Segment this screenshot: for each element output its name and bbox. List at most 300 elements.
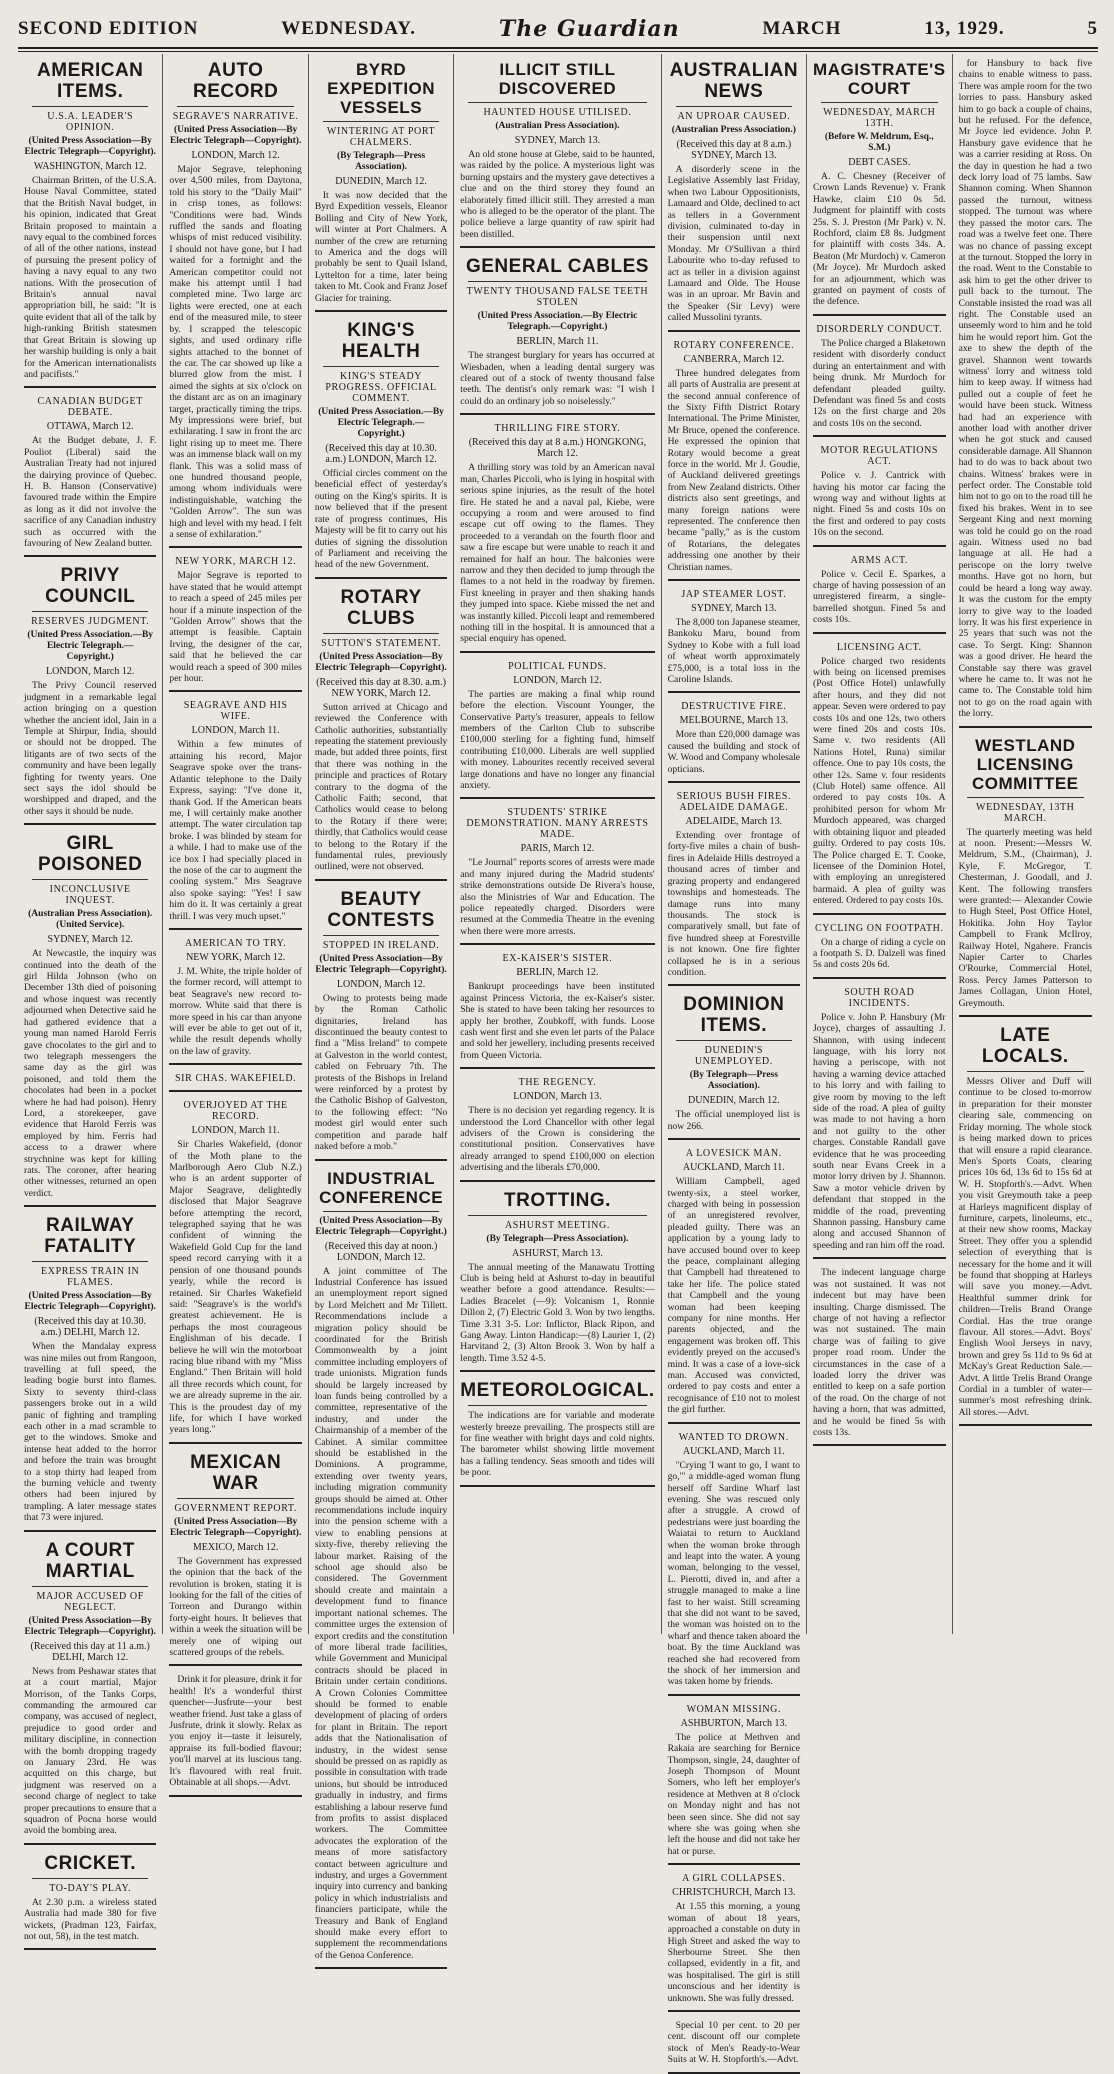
article-dateline: WASHINGTON, March 12. — [33, 161, 147, 172]
article-headline: METEOROLOGICAL. — [460, 1380, 655, 1402]
article-body: A disorderly scene in the Legislative Assembly last Friday, when two Labour Oppositionists, Lamaard and Olde, declined to act as tellers in a Government division, culminated to-day in their suspension until next Monday. Mr O'Sullivan a third Labourite who to-day refused to act as teller in a division against Lamaard and Olde. The House was in an uproar. Mr Bavin and the Speaker (Sir Levy) were called Mussolini tyrants. — [667, 164, 801, 324]
article-body: The quarterly meeting was held at noon. Present:—Messrs W. Meldrum, S.M., (Chairman), J. Kyle, F. McGregor, T. Chesterman, J. Goodall, and J. Kent. The following transfers were granted:— Alexander Cowie to Hugh Steel, Post Office Hotel, Hokitika. John Hoy Taylor Campbell to Frank McIlroy, Railway Hotel, Ngahere. Francis Napier Carter to Charles O'Rourke, Commercial Hotel, Ross. Percy James Patterson to James Collagan, Union Hotel, Greymouth. — [958, 826, 1092, 1009]
article-separator — [668, 330, 800, 332]
article-subhead: CYCLING ON FOOTPATH. — [815, 922, 944, 934]
article-headline: LATE LOCALS. — [981, 1025, 1069, 1068]
article-headline: AMERICAN ITEMS. — [37, 60, 144, 102]
headline-rule — [32, 1261, 148, 1262]
article-separator — [668, 2010, 800, 2012]
article — [169, 938, 301, 1065]
article-subhead: TWENTY THOUSAND FALSE TEETH STOLEN — [466, 286, 649, 309]
article — [169, 60, 301, 548]
article — [460, 423, 654, 653]
article-separator — [24, 823, 156, 825]
article-dateline: LONDON, March 11. — [191, 1125, 280, 1137]
article-body: A joint committee of The Industrial Conference has issued an unemployment report signed by Lord Melchett and Mr Tillett. Recommendations include a migration policy should be coordinated for the British Commonwealth by a joint committee including employers of trade unionists. Migration funds should be largely increased by loan funds being controlled by a committee, representative of the industry, and under the Chairmanship of a member of the Cabinet. A similar committee should be established in the Dominions. A programme, extending over twenty years, including migration community groups should be aimed at. Other recommendations include inquiry into the pension scheme with a view to enabling pensions at sixty-five, thereby relieving the labour market. Raising of the school age should also be considered. The Government should create and maintain a development fund to finance important national schemes. The committee urges the extension of export credits and the constitution of more liberal trade facilities, while Government and Municipal contracts should be placed in Britain under certain conditions. A Crown Colonies Committee should be formed to enable development of placing of orders for plant in Britain. The report adds that the Nationalisation of industry, in the widest sense should be pressed on as rapidly as possible in consultation with trade unions, but should be introduced gradually in industry, and firms establishing a labour reserve fund from profits to assist displaced workers. The Committee advocates the exploration of the means of more satisfactory contact between agriculture and industry, and urges a Government inquiry into currency and banking policy in which industrialists and financiers participate, while the Treasury and Bank of England should make every effort to supplement the recommendations of the Genoa Conference. — [314, 1265, 448, 1961]
article-credit: (United Press Association—By Electric Telegraph—Copyright). — [169, 125, 302, 146]
article-subhead: DESTRUCTIVE FIRE. — [681, 701, 787, 713]
article-body: Special 10 per cent. to 20 per cent. discount off our complete stock of Men's Ready-to-Wear Suits at W. H. Stopforth's.—Advt. — [667, 2019, 801, 2066]
article — [813, 555, 946, 634]
article — [813, 1267, 946, 1446]
article-dateline: LONDON, March 13. — [513, 1091, 602, 1103]
headline-rule — [323, 1211, 439, 1212]
article-separator — [315, 879, 447, 881]
headline-rule — [32, 611, 148, 612]
article-subhead: WEDNESDAY, 13TH MARCH. — [976, 801, 1075, 824]
article-body: Three hundred delegates from all parts of Australia are present at the second annual conference of the Sixty Fifth District Rotary International. The Prime Minister, Mr Bruce, opened the conference. He expressed the opinion that Rotary would become a great force in the world. Mr J. Goudie, of Auckland delivered greetings from New Zealand districts. Other districts also sent greetings, and many foreign nations were represented. The conference then became "pally," as is the custom of Rotarians, the delegates addressing one another by their Christian names. — [667, 367, 801, 573]
article — [315, 889, 447, 1161]
article-body: At Newcastle, the inquiry was continued into the death of the girl Hilda Johnson (who on December 13th died of poisoning and whose inquest was recently adjourned when Detective said he had gathered evidence that a young man named Harold Ferris gave chocolates to the girl and to two telegraph messengers the same day as the girl was poisoned, and told them the chocolates had been in a pocket where he had had poison). Henry Lord, a storekeeper, gave evidence that Harold Ferris was employed by him. Ferris had access to a drawer where strychnine was kept for killing rats. The coroner, after hearing other witnesses, returned an open verdict. — [24, 948, 157, 1199]
article-credit: (United Press Association.—By Electric Telegraph.—Copyright.) — [27, 630, 154, 663]
article — [24, 1853, 156, 1951]
article-dateline: (Received this day at 10.30. a.m.) LONDON, March 12. — [325, 443, 437, 466]
article-body: Police v. John P. Hansbury (Mr Joyce), charges of assaulting J. Shannon, with using indecent language, with his lorry not having a periscope, with not having a warning device attached to his lorry and with failing to give room by moving to the left side of the road. A plea of guilty was made to not having a horn and not guilty to the other charges. Constable Randall gave evidence that he was proceeding south near Evans Creek in a motor lorry driven by J. Shannon. Saw a motor vehicle driven by defendant that stopped in the middle of the road, preventing Shannon passing. Hansbury came along and accused Shannon of speeding and ran him off the road. — [813, 1011, 946, 1251]
article-headline: RAILWAY FATALITY — [44, 1215, 137, 1258]
headline-rule — [32, 1878, 148, 1879]
article-credit: (United Press Association—By Electric Telegraph—Copyright). — [315, 651, 447, 673]
article — [169, 1100, 301, 1444]
article — [24, 60, 156, 388]
article-headline: MEXICAN WAR — [190, 1451, 282, 1494]
column-6 — [807, 54, 953, 1634]
headline-rule — [468, 281, 646, 282]
article — [813, 923, 946, 979]
article-credit: (Australian Press Association). (United Service). — [28, 909, 153, 931]
article-subhead: AMERICAN TO TRY. — [184, 937, 287, 949]
article-body: Police v. J. Cantrick with having his motor car facing the wrong way and without lights at night. Fined 5s and costs 10s on the first and ordered to pay costs 10s on the second. — [813, 470, 946, 539]
article-body: At the Budget debate, J. F. Pouliot (Liberal) said the Australian Treaty had not injured the dairying province of Quebec. H. B. Hanson (Conservative) favoured trade within the Empire as long as it did not involve the sacrifice of any Canadian industry such as occurred with the favouring of New Zealand butter. — [24, 435, 157, 549]
article-subhead: MAJOR ACCUSED OF NEGLECT. — [36, 1590, 144, 1613]
article-subhead: POLITICAL FUNDS. — [508, 660, 607, 672]
article-subhead: SIR CHAS. WAKEFIELD. — [175, 1073, 297, 1085]
article-subhead: WEDNESDAY, MARCH 13TH. — [823, 107, 936, 129]
article-separator — [668, 984, 800, 986]
article — [668, 1432, 800, 1696]
article-body: The police at Methven and Rakaia are searching for Bernice Thompson, single, 24, daughter of Joseph Thompson of Mount Somers, who left her employer's residence at Methven at 8 o'clock on Monday night and has not been seen since. She did not say where she was going when she left the house and did not take her hat or purse. — [667, 1731, 801, 1857]
article-subhead: SEGRAVE'S NARRATIVE. — [172, 111, 299, 122]
article-separator — [460, 1067, 654, 1069]
article-headline: DOMINION ITEMS. — [683, 994, 785, 1037]
article-subhead: A GIRL COLLAPSES. — [682, 1873, 786, 1885]
article-subhead: MOTOR REGULATIONS ACT. — [820, 445, 939, 468]
article-separator — [668, 1422, 800, 1424]
article-body: William Campbell, aged twenty-six, a steel worker, charged with being in possession of an unregistered revolver, pleaded guilty. There was an application by a young lady to have accused bound over to keep the peace, complainant alleging that Campbell had threatened to take her life. The police stated that Campbell and the young woman had been keeping company for nine months. Her parents objected, and the engagement was broken off. This evidently preyed on the accused's mind. It was a case of a love-sick man. Accused was convicted, ordered to pay costs and enter a recognisance of £10 not to molest the girl further. — [667, 1176, 801, 1416]
article-separator — [813, 977, 946, 979]
article-dateline: CANBERRA, March 12. — [683, 353, 785, 365]
masthead — [18, 14, 1098, 44]
article-body: The indications are for variable and moderate westerly breeze prevailing. The prospects still are for fine weather with bright days and cold nights. The barometer whilst showing little movement has a falling tendency. Seas smooth and tides will be poor. — [460, 1410, 655, 1479]
headline-rule — [323, 121, 439, 122]
article-dateline: DUNEDIN, March 12. — [688, 1095, 780, 1107]
article-separator — [959, 1424, 1092, 1426]
column-7 — [953, 54, 1098, 1634]
article-separator — [315, 310, 447, 312]
article-separator — [169, 928, 301, 930]
article-separator — [813, 435, 946, 437]
article-separator — [668, 1138, 800, 1140]
article-body: Extending over frontage of forty-five miles a chain of bush-fires in Adelaide Hills destroyed a thousand acres of timber and grazing property and endangered townships and homesteads. The damage runs into many thousands. The stock is comparatively small, but fate of five hundred sheep at Forestville is not known. One fire fighter collapsed he is in a serious condition. — [667, 830, 801, 978]
article-separator — [668, 691, 800, 693]
article-subhead: AN UPROAR CAUSED. — [677, 111, 791, 122]
article-body: Bankrupt proceedings have been instituted against Princess Victoria, the ex-Kaiser's sister. She is stated to have been taking her resources to apply her brother, Zoubkoff, with funds. Loose cash went first and she even let parts of the Palace and sold her jewellery, including presents received from Queen Victoria. — [460, 981, 655, 1061]
article-subhead: STUDENTS' STRIKE DEMONSTRATION. MANY ARRESTS MADE. — [466, 807, 649, 841]
article-separator — [460, 246, 654, 248]
article — [24, 396, 156, 557]
headline-rule — [323, 935, 439, 936]
article-subhead: LICENSING ACT. — [836, 641, 922, 653]
article-body: A. C. Chesney (Receiver of Crown Lands Revenue) v. Frank Hawke, claim £10 0s 5d. Judgment for plaintiff with costs 25s. S. J. Preston (Mr Park) v. N. Rochford, claim £8 8s. Judgment for plaintiff with costs 34s. A. Beaton (Mr Murdoch) v. Cameron (Mr Joyce). Mr Murdoch asked for an adjournment, which was granted on payment of costs of the defence. — [813, 171, 946, 308]
article-dateline: (Received this day at noon.) LONDON, March 12. — [324, 1240, 438, 1263]
article-separator — [959, 726, 1092, 728]
article-body: Sutton arrived at Chicago and reviewed the Conference with Catholic authorities, substantially repeating the statement previously made, but added three points, first that there was nothing in the principle and practices of Rotary contrary to the dogma of the Catholic Faith; second, that Catholics would cease to belong to the Rotary if there were; thirdly, that Catholics would cease to belong to the Rotary if the fundamental rules, previously outlined, were not observed. — [314, 701, 448, 873]
article-body: Chairman Britten, of the U.S.A. House Naval Committee, stated that the British Naval budget, in his opinion, indicated that Great Britain proposed to maintain a navy equal to the combined forces of all of the other nations, instead of pursuing the present policy of having a navy equal to any two nations. With the prosecution of Britain's annual naval appropriation bill, he said: "It is quite evident that all of the talk by high-ranking British statesmen that Great Britain is slowing up her warship building is only a bait for the American internationalists and pacifists." — [24, 175, 157, 380]
article-body: The Privy Council reserved judgment in a remarkable legal action bringing on a question whether the ancient idol, Jain in a Temple at Shirpur, India, should or should not be dropped. The litigants are of two sects of the community and have been legally fighting for twenty years. One sect says the idol should be worshipped and draped, and the other says it should be nude. — [24, 680, 157, 817]
column-4 — [454, 54, 661, 1634]
article-dateline: SYDNEY, March 12. — [47, 934, 133, 946]
article-body: Major Segrave is reported to have stated that he would attempt to reach a speed of 245 miles per hour if a minute inspection of the "Golden Arrow" shows that the attempt is feasible. Captain Irving, the designer of the car, said that he believed the car would reach a speed of 300 miles per hour. — [169, 570, 302, 685]
article-body: The indecent language charge was not sustained. It was not indecent but may have been insulting. Charge dismissed. The charge of not having a reflector was not sustained. The main charge was of failing to give proper road room. Under the circumstances in the case of a loaded lorry the driver was entitled to keep on a safe portion of the road. On the charge of not having a horn, that was admitted, and he would be fined 5s with costs 13s. — [813, 1267, 946, 1438]
article-separator — [169, 546, 301, 548]
article — [169, 1674, 301, 1796]
article-body: Major Segrave, telephoning over 4,500 miles, from Daytona, told his story to the "Daily Mail" in crisp tones, as follows: "Conditions were bad. Winds ruffled the sands and floating whisps of mist reduced visibility. I should not have gone, but I had waited for a fortnight and the American competitor could not make his attempt until I had completed mine. Two large arc lights were erected, one at each end of the measured mile, to steer by. I scrapped the telescopic sights, and used ordinary rifle sights attached to the bonnet of the car. The car showed up like a blurred glow from the mist. I aimed the sights at six o'clock on the distant arc as on an imaginary target, practically timing the trips. My impressions were brief, but exhilarating. I saw in front the arc light rising up to meet me. There was an immense black wall on my flank. This was a solid mass of one hundred thousand people, among whom individuals were indistinguishable, watching the "Golden Arrow". The sun was high and level with my head. I felt a sense of exhilaration." — [169, 164, 302, 540]
article-separator — [460, 1370, 654, 1372]
article-dateline: MEXICO, March 12. — [192, 1541, 279, 1553]
article — [24, 1540, 156, 1845]
article — [813, 324, 946, 437]
article-dateline: SYDNEY, March 13. — [514, 135, 601, 146]
article-headline: BEAUTY CONTESTS — [327, 888, 435, 931]
article-subhead: U.S.A. LEADER'S OPINION. — [47, 111, 134, 133]
article-credit: (By Telegraph—Press Association). — [486, 1233, 629, 1244]
article-subhead: RESERVES JUDGMENT. — [31, 616, 150, 628]
column-3 — [309, 54, 454, 1961]
headline-rule — [323, 366, 439, 367]
article-subhead: SUTTON'S STATEMENT. — [321, 637, 441, 649]
article-dateline: NEW YORK, March 12. — [186, 951, 286, 963]
article-separator — [24, 1948, 156, 1950]
article-separator — [460, 797, 654, 799]
article-subhead: THRILLING FIRE STORY. — [494, 423, 621, 435]
article-dateline: OTTAWA, March 12. — [46, 421, 134, 433]
article-subhead: NEW YORK, MARCH 12. — [175, 556, 297, 568]
article-headline: TROTTING. — [504, 1189, 611, 1211]
article-body: On a charge of riding a cycle on a footpath S. D. Dalzell was fined 5s and costs 20s 6d. — [813, 936, 946, 971]
article-headline: GIRL POISONED — [38, 833, 143, 876]
article-dateline: LONDON, March 11. — [191, 725, 280, 737]
article-body: for Hansbury to back five chains to enable witness to pass. There was ample room for the two lorries to pass. Hansbury asked him to go back a couple of chains, but he refused. For the defence, Mr Joyce led evidence. John P. Hansbury gave evidence that he was a carrier residing at Ross. On the day in question he had a two deck lorry load of 75 lambs. Saw Shannon coming. When Shannon passed the turnout, witness stopped. The turnout was where they passed the motor cars. The road was a twelve feet one. There was no chance of passing except at the turnout. Stopped the lorry in the road. Went to the Constable to ask him to get the other driver to pull back to the turnout. The Constable insisted the road was all right. The Constable used an unseemly word to him and he told him he would report him. Got the axe to shew the depth of the gravel. Shannon went towards witness' lorry and witness told him to keep away. If witness had pulled out a couple of feet he would have been stuck. Witness had had an experience with another load with another driver when he got stuck and caused considerable damage. All Shannon had to do was to back about two chains. Witness' brakes were in perfect order. The Constable told him not to go on to the road till he fixed his brakes. Went in to see Sergeant King and next morning was told he could go on the road again. Witness used no bad language at all. He had a periscope on the lorry twelve months. Have got no horn, but could be heard a long way away. It was the custom for the empty lorry to give way to the loaded lorry. It was his first experience in 25 years that such was not the case. To Sergt. King: Shannon was a good driver. He heard the Constable say there was gravel where he came to. It was not he came to. The Constable told him not to go on the road again with the lorry. — [958, 58, 1092, 720]
article-subhead: JAP STEAMER LOST. — [681, 589, 787, 600]
article-credit: (By Telegraph—Press Association). — [336, 151, 426, 172]
article-separator — [24, 386, 156, 388]
columns — [18, 54, 1098, 2066]
article-separator — [24, 555, 156, 557]
date-label: 13, 1929. — [924, 18, 1005, 39]
article-dateline: LONDON, March 12. — [513, 674, 602, 686]
article — [24, 833, 156, 1207]
article-credit: (Australian Press Association). — [495, 121, 620, 131]
article-body: Police charged two residents with being on licensed premises (Post Office Hotel) unlawfully after hours, and they did not appear. Seven were ordered to pay costs 10s and one 12s, two others were fined 20s and costs 10s. Same v. two residents (All Nations Hotel, Runa) similar offence. One to pay 10s costs, the other 12s. Same v. four residents (Club Hotel) same offence. All ordered to pay costs 10s. A prohibited person for whom Mr Murdoch appeared, was charged with obtaining liquor and pleaded guilty. Ordered to pay costs 10s. The Police charged E. T. Cooke, licensee of the Dominion Hotel, with employing an unregistered barmaid. A plea of guilty was entered. Ordered to pay costs 10s. — [813, 655, 946, 907]
article-credit: (Australian Press Association.) — [671, 125, 796, 135]
article-separator — [813, 913, 946, 915]
headline-rule — [177, 106, 293, 107]
article-credit: (United Press Association—By Electric Telegraph—Copyright). — [24, 136, 156, 157]
article-dateline: ASHURST, March 13. — [511, 1247, 603, 1259]
article-body: J. M. White, the triple holder of the former record, will attempt to beat Seagrave's new record to-morrow. White said that there is more speed in his car than anyone will ever be able to get out of it, while the result depends wholly on the law of gravity. — [169, 965, 302, 1057]
article-separator — [315, 577, 447, 579]
article-subhead: WINTERING AT PORT CHALMERS. — [326, 126, 436, 148]
article-body: The Police charged a Blaketown resident with disorderly conduct during an entertainment and with being drunk. Mr Murdoch for defendant pleaded guilty. Defendant was fined 5s and costs 12s on the first charge and 20s and costs 10s on the second. — [813, 337, 946, 429]
weekday-label: WEDNESDAY. — [281, 18, 416, 39]
article-separator — [460, 1180, 654, 1182]
article-headline: INDUSTRIAL CONFERENCE — [319, 1168, 444, 1207]
article-body: There is no decision yet regarding regency. It is understood the Lord Chancellor with other legal advisers of the Crown is considering the constitutional position. Conservatives have already arranged to spend £100,000 on election advertising and the liberals £70,000. — [460, 1105, 655, 1174]
article — [315, 1169, 447, 1970]
article-subhead: DUNEDIN'S UNEMPLOYED. — [694, 1045, 773, 1068]
article — [813, 642, 946, 915]
article-separator — [460, 1485, 654, 1487]
article-body: Official circles comment on the beneficial effect of yesterday's outing on the King's spirits. It is now believed that if the present rate of progress continues, His Majesty will be fit to carry out his duties of signing the dissolution of Parliament and receiving the head of the new Government. — [314, 468, 448, 571]
article — [460, 256, 654, 415]
article-body: News from Peshawar states that at a court martial, Major Morrison, of the Tanks Corps, commanding the armoured car company, was accused of neglect, prejudice to good order and military discipline, in connection with the bomb dropping tragedy on January 23rd. He was acquitted on this charge, but judgment was reserved on a second charge of neglect to take proper precautions to ensure that a squadron of Pocna horse would avoid the bombing area. — [24, 1665, 157, 1837]
article-separator — [169, 1664, 301, 1666]
article-dateline: (Received this day at 8.30. a.m.) NEW YORK, March 12. — [316, 676, 446, 699]
article-separator — [813, 632, 946, 634]
masthead-rule — [18, 47, 1098, 52]
article-dateline: BERLIN, March 12. — [516, 967, 599, 979]
article-headline: AUTO RECORD — [192, 60, 279, 102]
article — [959, 736, 1092, 1018]
article-subhead: SOUTH ROAD INCIDENTS. — [844, 986, 915, 1009]
article-dateline: MELBOURNE, March 13. — [679, 715, 788, 727]
article-credit: (United Press Association—By Electric Telegraph—Copyright). — [24, 1291, 156, 1313]
article-headline: WESTLAND LICENSING COMMITTEE — [972, 735, 1079, 793]
article-separator — [24, 1843, 156, 1845]
article-body: The 8,000 ton Japanese steamer, Bankoku Maru, bound from Sydney to Kobe with a full load of wheat worth approximately £75,000, is a total loss in the Caroline Islands. — [667, 617, 801, 686]
article — [460, 1190, 654, 1373]
article-headline: A COURT MARTIAL — [45, 1539, 135, 1582]
headline-rule — [676, 106, 792, 107]
article-headline: AUSTRALIAN NEWS — [669, 60, 799, 102]
article-separator — [169, 1795, 301, 1797]
article-separator — [169, 1063, 301, 1065]
article-headline: GENERAL CABLES — [465, 256, 649, 278]
article-separator — [169, 1090, 301, 1092]
article-headline: KING'S HEALTH — [341, 320, 421, 363]
article-separator — [24, 1205, 156, 1207]
article-dateline: BERLIN, March 11. — [516, 336, 599, 348]
headline-rule — [177, 1498, 293, 1499]
column-5 — [662, 54, 807, 2066]
article-body: At 1.55 this morning, a young woman of about 18 years, approached a constable on duty in High Street and asked the way to Sherbourne Street. She then collapsed, evidently in a fit, and was hospitalised. The girl is still unconscious and her identity is unknown. She was fully dressed. — [667, 1901, 801, 2004]
article-subhead: HAUNTED HOUSE UTILISED. — [483, 107, 632, 118]
article-dateline: DEBT CASES. — [848, 157, 911, 168]
article — [668, 1148, 800, 1424]
article — [959, 58, 1092, 728]
article — [169, 700, 301, 930]
article-subhead: INCONCLUSIVE INQUEST. — [49, 884, 131, 907]
article-headline: CRICKET. — [44, 1852, 137, 1874]
article-dateline: DUNEDIN, March 12. — [335, 176, 427, 187]
edition-label: SECOND EDITION — [18, 18, 199, 39]
article-separator — [813, 314, 946, 316]
article-credit: (United Press Association.—By Electric Telegraph.—Copyright.) — [477, 311, 638, 333]
article-credit: (By Telegraph—Press Association). — [689, 1070, 778, 1092]
article — [813, 987, 946, 1260]
article-body: Owing to protests being made by the Roman Catholic dignitaries, Ireland has discontinued the beauty contest to find a "Miss Ireland" to compete at Galveston in the world contest, cabled on February 7th. The protests of the Bishops in Ireland were reinforced by a protest by the Catholic Bishop of Galveston, to the following effect: "No modest girl would enter such competition and parade half naked before a mob." — [314, 992, 448, 1153]
article — [813, 60, 946, 316]
article-dateline: PARIS, March 12. — [520, 843, 595, 855]
article — [668, 791, 800, 986]
article-subhead: ROTARY CONFERENCE. — [673, 339, 795, 351]
article-separator — [460, 413, 654, 415]
article-credit: (United Press Association—By Electric Telegraph—Copyright). — [169, 1516, 302, 1538]
article-body: The strangest burglary for years has occurred at Wiesbaden, when a leading dental surgery was cleared out of a stock of twenty thousand false teeth. The dentist's only remark was: "I wish I could do an ordinary job so noiselessly." — [460, 350, 655, 407]
article-body: More than £20,000 damage was caused the building and stock of W. Wood and Company wholesale opticians. — [667, 729, 801, 775]
article-dateline: (Received this day at 8 a.m.) HONGKONG, March 12. — [468, 437, 647, 460]
article-headline: MAGISTRATE'S COURT — [813, 60, 946, 98]
article-dateline: AUCKLAND, March 11. — [682, 1162, 785, 1174]
article-headline: ILLICIT STILL DISCOVERED — [498, 60, 617, 98]
article-dateline: LONDON, March 12. — [336, 978, 426, 990]
article-dateline: LONDON, March 12. — [46, 666, 135, 678]
article — [315, 587, 447, 881]
article-credit: (United Press Association.—By Electric Telegraph.—Copyright.) — [318, 407, 444, 440]
article-separator — [813, 545, 946, 547]
page-number: 5 — [1087, 18, 1098, 39]
article-body: The official unemployed list is now 266. — [667, 1109, 801, 1132]
article-subhead: DISORDERLY CONDUCT. — [816, 323, 943, 335]
headline-rule — [676, 1040, 792, 1041]
article — [460, 60, 654, 248]
article-subhead: KING'S STEADY PROGRESS. OFFICIAL COMMENT. — [325, 371, 437, 405]
article-subhead: STOPPED IN IRELAND. — [322, 939, 440, 951]
article — [460, 807, 654, 945]
article-dateline: AUCKLAND, March 11. — [682, 1445, 785, 1457]
article-headline: PRIVY COUNCIL — [45, 565, 136, 608]
article-subhead: WANTED TO DROWN. — [678, 1431, 789, 1443]
article-subhead: EXPRESS TRAIN IN FLAMES. — [41, 1266, 140, 1289]
article-separator — [315, 1967, 447, 1969]
article-body: "Crying 'I want to go, I want to go,'" a middle-aged woman flung herself off Sardine Wharf last evening. She was rescued only after a struggle. A crowd of pedestrians were just boarding the Waiatai to return to Auckland when the woman broke through and leapt into the water. A young woman, belonging to the vessel, L. Pierotti, dived in, and after a struggle managed to make a line fast to her waist. Still screaming that she did not want to be saved, the woman was hoisted on to the wharf and thence taken aboard the boat. By the time Auckland was reached she had recovered from the shock of her immersion and was taken home by friends. — [667, 1459, 801, 1688]
article-headline: ROTARY CLUBS — [340, 586, 422, 629]
article — [668, 1873, 800, 2012]
headline-rule — [967, 797, 1084, 798]
article-separator — [668, 1863, 800, 1865]
article — [668, 2020, 800, 2074]
article-separator — [460, 651, 654, 653]
article — [315, 60, 447, 312]
article — [668, 1704, 800, 1865]
column-2 — [163, 54, 308, 1789]
article-dateline: (Received this day at 11 a.m.) DELHI, March 12. — [30, 1640, 150, 1663]
article-credit: (Before W. Meldrum, Esq., S.M.) — [824, 132, 934, 153]
article — [668, 994, 800, 1140]
article-credit: (United Press Association—By Electric Telegraph—Copyright). — [24, 1615, 156, 1637]
article-subhead: ARMS ACT. — [850, 554, 909, 566]
article-body: When the Mandalay express was nine miles out from Rangoon, travelling at full speed, the leading bogie burst into flames. Sixty to seventy third-class passengers broke out in a wild panic of fighting and trampling each other in a mad scramble to get to the windows. Smoke and intense heat added to the horror and before the train was brought to a stop thirty had leaped from the burning vehicle and twenty others had been injured by trampling. A later message states that 73 were injured. — [24, 1341, 157, 1524]
article-separator — [24, 1530, 156, 1532]
article-separator — [315, 1159, 447, 1161]
article — [668, 589, 800, 693]
paper-title: The Guardian — [498, 16, 680, 42]
article-body: "Le Journal" reports scores of arrests were made and many injured during the Madrid students' strike demonstrations outside De Rivera's house, also the Ministries of War and Education. The police repeatedly charged. Disorders were resumed at the Commedia Theatre in the evening when there were more arrests. — [460, 857, 655, 937]
article — [959, 1025, 1092, 1426]
article-subhead: A LOVESICK MAN. — [685, 1148, 782, 1160]
headline-rule — [821, 102, 938, 103]
article — [460, 953, 654, 1069]
article-body: Drink it for pleasure, drink it for health! It's a wonderful thirst quencher—Jusfrute—your best weather friend. Just take a glass of Jusfrute, drink it slowly. Relax as you enjoy it—taste it leisurely, appraise its full-bodied flavour; you'll marvel at its luscious tang. It's flavoured with real fruit. Obtainable at all shops.—Advt. — [169, 1674, 302, 1789]
article — [169, 556, 301, 692]
column-1 — [18, 54, 163, 1942]
article-separator — [813, 1257, 946, 1259]
article — [668, 701, 800, 783]
article-subhead: TO-DAY'S PLAY. — [49, 1882, 132, 1894]
article — [169, 1073, 301, 1092]
article-body: It was now decided that the Byrd Expedition vessels, Eleanor Bolling and City of New York, will winter at Port Chalmers. A number of the crew are returning to America and the dogs will probably be sent to Quail Island, Lyttelton for a time, later being taken to Mt. Cook and Franz Josef Glacier for training. — [314, 190, 448, 304]
article-body: The annual meeting of the Manawatu Trotting Club is being held at Ashurst to-day in beautiful weather before a good attendance. Results:— Ladies Bracelet (—9): Volcanism 1, Ronnie Dillon 2, (7) Electric Gold 3. Won by two lengths. Time 3.31 3-5. Lor: Inflictor, Black Ripon, and Gang Away. Linton Handicap:—(8) Laurier 1, (2) Harvitand 2, (3) Alton Brook 3. Won by half a length. Time 3.52 4-5. — [460, 1261, 655, 1364]
article-separator — [169, 690, 301, 692]
article — [24, 565, 156, 825]
article — [668, 340, 800, 581]
article-body: Messrs Oliver and Duff will continue to be closed to-morrow in preparation for their monster clearing sale, commencing on Friday morning. The whole stock is being marked down to prices that will ensure a rapid clearance. Men's Sports Coats, clearing prices 10s 6d, 13s 6d to 15s 6d at W. H. Stopforth's.—Advt. When you visit Greymouth take a peep at Harleys magnificent display of furniture, carpets, linoleums, etc., at their new show rooms, Mackay Street. They offer you a splendid selection of everything that is necessary for the home and it will be found that shopping at Harleys will save you money.—Advt. Healthful summer drink for children—Trelis Brand Orange Cordial. Has the true orange flavour. All stores.—Advt. Boys' English Wool Jerseys in navy, brown and grey 5s 11d to 9s 6d at McKay's Great Reduction Sale.—Advt. A little Trelis Brand Orange Cordial in a tumbler of water—summer's most refreshing drink. All stores.—Advt. — [958, 1076, 1092, 1418]
headline-rule — [323, 633, 439, 634]
article-separator — [813, 1444, 946, 1446]
article-separator — [668, 579, 800, 581]
article-dateline: LONDON, March 12. — [191, 150, 280, 161]
article — [315, 320, 447, 579]
article-separator — [668, 2072, 800, 2074]
article-headline: BYRD EXPEDITION VESSELS — [327, 60, 436, 117]
article-subhead: SEAGRAVE AND HIS WIFE. — [183, 700, 288, 723]
article-separator — [668, 781, 800, 783]
article-subhead: OVERJOYED AT THE RECORD. — [183, 1100, 288, 1123]
article-separator — [169, 1442, 301, 1444]
article-subhead: THE REGENCY. — [518, 1077, 597, 1089]
article-subhead: EX-KAISER'S SISTER. — [502, 953, 613, 965]
headline-rule — [32, 106, 148, 107]
article-body: Sir Charles Wakefield, (donor of the Moth plane to the Marlborough Aero Club N.Z.) who is an ardent supporter of Major Seagrave, delightedly disclosed that Major Seagrave before attempting the record, telegraphed saying that he was confident of winning the Wakefield Gold Cup for the land speed record carrying with it a pension of one thousand pounds yearly, while the record is retained. Sir Charles Wakefield said: "Seagrave's is the world's greatest achievement. He is perhaps the most courageous Englishman of his decade. I believe he will win the motorboat racing blue riband with my "Miss England." Then Britain will hold all three records which count, for we are already supreme in the air. This is the proudest day of my life, for which I have worked years long." — [169, 1139, 302, 1436]
article-separator — [460, 943, 654, 945]
article-subhead: ASHURST MEETING. — [504, 1219, 610, 1231]
headline-rule — [468, 1215, 646, 1216]
article-credit: (United Press Association—By Electric Telegraph—Copyright.) — [315, 1215, 447, 1237]
article-credit: (United Press Association—By Electric Telegraph—Copyright). — [315, 953, 447, 975]
article-body: Within a few minutes of attaining his record, Major Seagrave spoke over the trans-Atlantic telephone to the Daily Express, saying: "I've done it, thank God. If the American beats me, I will certainly make another attempt. The water circulation tap broke. I was blinded by steam for a while. I had to make use of the ice box I had specially placed in the nose of the car to augment the cooling system." Mrs Seagrave also spoke saying: "Yes! I saw him do it. It was certainly a great thrill. I was very much upset." — [169, 739, 302, 922]
article-dateline: (Received this day at 10.30. a.m.) DELHI, March 12. — [34, 1316, 147, 1339]
article — [169, 1452, 301, 1667]
article-dateline: ASHBURTON, March 13. — [680, 1717, 788, 1729]
article — [668, 60, 800, 332]
article-dateline: (Received this day at 8 a.m.) SYDNEY, March 13. — [676, 139, 792, 161]
headline-rule — [468, 102, 646, 103]
article-body: Police v. Cecil E. Sparkes, a charge of having possession of an unregistered firearm, a single-barrelled shotgun. Fined 5s and costs 10s. — [813, 568, 946, 626]
article-separator — [959, 1015, 1092, 1017]
article — [24, 1215, 156, 1532]
article-subhead: CANADIAN BUDGET DEBATE. — [37, 396, 143, 419]
headline-rule — [32, 879, 148, 880]
article-body: A thrilling story was told by an American naval man, Charles Piccoli, who is lying in hospital with serious spine injuries, as the result of the hotel fire. He stated he and a naval pal, Kiebe, were occupying a room and were aroused to find escape cut off owing to the flames. They proceeded to a verandah on the fourth floor and saw a fire escape but were unable to reach it and remained for half an hour. The balconies were narrow and they then decided to jump through the flames to a not held in the roadway by firemen. First kneeling in prayer and then shaking hands they jumped into space. Kiebe missed the net and was instantly killed. Piccoli leapt and remembered nothing till in the hospital. It is announced that a special enquiry has opened. — [460, 462, 655, 645]
article-body: At 2.30 p.m. a wireless stated Australia had made 380 for five wickets, (Pradman 123, Fairfax, not out, 58), in the test match. — [24, 1896, 157, 1942]
headline-rule — [32, 1586, 148, 1587]
article-body: The Government has expressed the opinion that the back of the revolution is broken, stating it is looking for the fall of the cities of Torreon and Durango within forty-eight hours. It believes that within a week the situation will be merely one of wiping out scattered groups of the rebels. — [169, 1555, 302, 1659]
article — [460, 1380, 654, 1486]
article-dateline: SYDNEY, March 13. — [691, 603, 777, 614]
article — [460, 661, 654, 800]
article-subhead: GOVERNMENT REPORT. — [174, 1502, 297, 1514]
article-body: The parties are making a final whip round before the election. Viscount Younger, the Conservative Party's treasurer, appeals to fellow members of the Carlton Club to subscribe £100,000 sterling for a fighting fund, himself contributing £10,000. Liberals are well supplied with money. Labourites recently received several large donations and have no longer any financial anxiety. — [460, 688, 655, 792]
article — [813, 445, 946, 546]
headline-rule — [468, 1405, 646, 1406]
